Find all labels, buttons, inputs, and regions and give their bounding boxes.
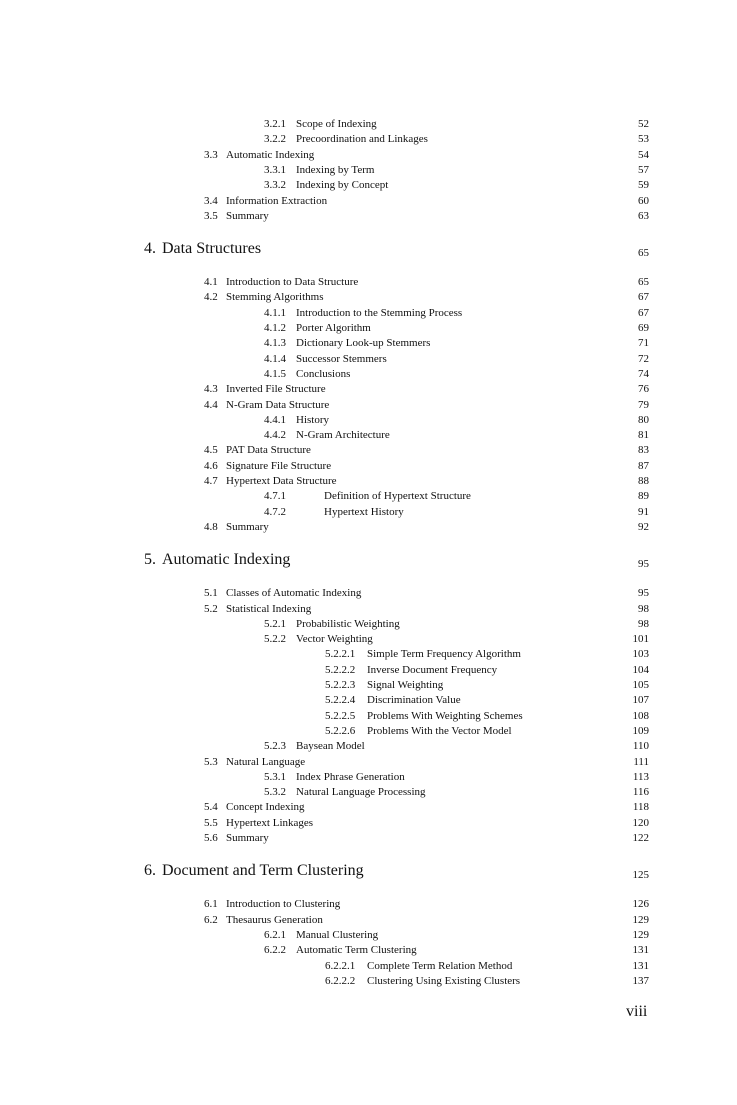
entry-page: 108 <box>632 709 649 722</box>
entry-title: PAT Data Structure <box>226 444 311 457</box>
entry-title: Introduction to the Stemming Process <box>296 306 463 319</box>
toc-entry <box>204 898 649 911</box>
toc-entry <box>264 133 649 146</box>
entry-number: 3.2.1 <box>264 118 286 130</box>
entry-page: 126 <box>632 898 649 911</box>
toc-entry <box>204 475 649 488</box>
entry-number: 6.2.2 <box>264 944 286 957</box>
entry-page: 52 <box>638 118 649 130</box>
entry-number: 4.1.5 <box>264 367 286 380</box>
entry-page: 71 <box>638 337 649 350</box>
entry-number: 5.2.1 <box>264 617 286 630</box>
entry-page: 103 <box>632 648 649 661</box>
entry-number: 4.4 <box>204 398 218 411</box>
entry-page: 65 <box>638 276 649 289</box>
entry-page: 104 <box>632 663 649 676</box>
entry-title: Introduction to Clustering <box>226 898 341 911</box>
entry-page: 95 <box>638 587 649 600</box>
entry-title: Index Phrase Generation <box>296 770 405 783</box>
entry-number: 4.4.1 <box>264 413 286 426</box>
entry-title: Dictionary Look-up Stemmers <box>296 337 431 350</box>
entry-title: Stemming Algorithms <box>226 291 324 304</box>
entry-title: Baysean Model <box>296 740 365 753</box>
entry-number: 4.2 <box>204 291 218 304</box>
entry-number: 5.2.2.3 <box>325 679 356 691</box>
entry-number: 6.1 <box>204 898 218 911</box>
entry-number: 5.2.2.6 <box>325 724 356 737</box>
entry-title: Precoordination and Linkages <box>296 133 428 146</box>
entry-number: 3.5 <box>204 209 218 222</box>
entry-page: 81 <box>638 429 649 442</box>
entry-number: 6.2.2.1 <box>325 959 356 972</box>
chapter-number: 4. <box>144 240 156 258</box>
toc-entry <box>264 368 649 381</box>
entry-title: Hypertext Linkages <box>226 816 314 829</box>
entry-title: Indexing by Term <box>296 163 375 176</box>
entry-page: 113 <box>632 770 649 783</box>
entry-number: 5.1 <box>204 587 218 600</box>
entry-title: Complete Term Relation Method <box>367 959 513 972</box>
chapter-heading <box>144 550 649 569</box>
entry-number: 3.3 <box>204 148 218 161</box>
entry-title: Inverted File Structure <box>226 383 326 396</box>
entry-page: 98 <box>638 602 649 615</box>
toc-entry <box>204 149 649 162</box>
entry-title: Summary <box>226 520 269 533</box>
entry-title: Signature File Structure <box>226 459 332 472</box>
toc-entry <box>204 587 649 600</box>
toc-entry <box>325 725 649 738</box>
entry-page: 83 <box>638 444 649 457</box>
entry-page: 63 <box>638 209 649 222</box>
chapter-heading <box>144 239 649 258</box>
entry-page: 67 <box>638 291 649 304</box>
toc-entry <box>264 118 649 131</box>
entry-number: 5.2 <box>204 602 218 615</box>
toc-entry <box>264 414 649 427</box>
entry-page: 80 <box>638 413 649 426</box>
entry-number: 4.4.2 <box>264 429 286 442</box>
entry-number: 5.2.2.1 <box>325 648 356 661</box>
entry-number: 4.1.2 <box>264 322 286 334</box>
entry-number: 5.2.2.2 <box>325 663 356 676</box>
entry-number: 3.2.2 <box>264 133 286 146</box>
entry-title: Information Extraction <box>226 194 328 207</box>
entry-page: 129 <box>632 913 649 926</box>
toc-entry <box>204 801 649 814</box>
entry-title: N-Gram Data Structure <box>226 398 330 411</box>
entry-page: 53 <box>638 133 649 146</box>
entry-title: Hypertext Data Structure <box>226 475 337 487</box>
toc-entry <box>325 975 649 988</box>
toc-entry <box>264 618 649 631</box>
entry-page: 76 <box>638 383 649 396</box>
entry-page: 98 <box>638 617 649 630</box>
toc-entry <box>325 648 649 661</box>
entry-title: Summary <box>226 832 269 844</box>
entry-title: Statistical Indexing <box>226 602 312 615</box>
entry-number: 4.6 <box>204 459 218 472</box>
entry-number: 4.8 <box>204 520 218 533</box>
entry-title: Manual Clustering <box>296 928 379 941</box>
toc-entry <box>264 322 649 335</box>
entry-title: History <box>296 413 329 426</box>
entry-number: 5.2.2 <box>264 633 286 646</box>
toc-entry <box>325 694 649 707</box>
entry-number: 5.4 <box>204 801 218 814</box>
toc-entry <box>204 817 649 830</box>
entry-number: 6.2.2.2 <box>325 974 356 987</box>
entry-page: 116 <box>632 786 649 799</box>
entry-page: 72 <box>638 352 649 365</box>
entry-number: 6.2 <box>204 913 218 926</box>
entry-number: 4.7.1 <box>264 490 286 503</box>
entry-page: 109 <box>632 724 649 737</box>
toc-entry <box>264 740 649 753</box>
entry-title: Probabilistic Weighting <box>296 617 400 630</box>
entry-title: Classes of Automatic Indexing <box>226 587 362 600</box>
entry-title: Discrimination Value <box>367 694 461 707</box>
entry-number: 5.3.2 <box>264 786 286 799</box>
toc-entry <box>204 914 649 927</box>
toc-entry <box>204 756 649 769</box>
entry-page: 131 <box>632 944 649 957</box>
toc-entry <box>204 276 649 289</box>
entry-number: 5.6 <box>204 832 218 844</box>
chapter-page: 65 <box>638 247 649 260</box>
entry-page: 110 <box>632 740 649 753</box>
chapter-page: 125 <box>632 869 649 882</box>
toc-entry <box>264 771 649 784</box>
entry-page: 137 <box>632 974 649 987</box>
toc-entry <box>264 506 649 519</box>
entry-number: 5.2.2.5 <box>325 709 356 722</box>
entry-title: Problems With the Vector Model <box>367 724 512 737</box>
toc-entry <box>264 164 649 177</box>
entry-number: 4.1.3 <box>264 337 286 350</box>
entry-title: Conclusions <box>296 367 351 380</box>
entry-page: 129 <box>632 928 649 941</box>
entry-page: 54 <box>638 148 649 161</box>
entry-title: Inverse Document Frequency <box>367 663 498 676</box>
chapter-number: 5. <box>144 551 156 569</box>
entry-number: 4.5 <box>204 444 218 457</box>
entry-number: 4.1.4 <box>264 352 286 365</box>
toc-entry <box>325 679 649 692</box>
entry-page: 91 <box>638 505 649 518</box>
entry-number: 3.3.2 <box>264 179 286 192</box>
entry-title: Vector Weighting <box>296 633 373 646</box>
toc-entry <box>264 179 649 192</box>
toc-entry <box>264 944 649 957</box>
entry-page: 120 <box>632 816 649 829</box>
entry-title: Simple Term Frequency Algorithm <box>367 648 521 661</box>
entry-page: 107 <box>632 694 649 707</box>
entry-number: 4.3 <box>204 383 218 396</box>
toc-entry <box>264 929 649 942</box>
toc-entry <box>264 353 649 366</box>
toc-entry <box>204 603 649 616</box>
entry-page: 60 <box>638 194 649 207</box>
entry-page: 131 <box>632 959 649 972</box>
entry-title: Problems With Weighting Schemes <box>367 709 523 722</box>
entry-page: 89 <box>638 490 649 503</box>
entry-number: 4.7 <box>204 475 218 487</box>
toc-entry <box>204 399 649 412</box>
toc-entry <box>264 429 649 442</box>
entry-title: Summary <box>226 209 269 222</box>
entry-title: Concept Indexing <box>226 801 305 814</box>
entry-title: Scope of Indexing <box>296 118 377 130</box>
toc-entry <box>204 521 649 534</box>
entry-title: Automatic Term Clustering <box>296 944 417 957</box>
toc-entry <box>264 337 649 350</box>
toc-entry <box>325 710 649 723</box>
entry-page: 88 <box>638 475 649 487</box>
entry-number: 5.3.1 <box>264 770 286 783</box>
entry-page: 92 <box>638 520 649 533</box>
toc-entry <box>204 291 649 304</box>
toc-entry <box>204 832 649 845</box>
entry-number: 5.5 <box>204 816 218 829</box>
entry-number: 4.7.2 <box>264 505 286 518</box>
page-number: viii <box>626 1003 648 1020</box>
toc-entry <box>264 633 649 646</box>
entry-title: Natural Language <box>226 755 306 768</box>
chapter-title: Document and Term Clustering <box>162 862 364 880</box>
chapter-number: 6. <box>144 862 156 880</box>
entry-page: 57 <box>638 163 649 176</box>
entry-page: 74 <box>638 367 649 380</box>
entry-number: 4.1.1 <box>264 306 286 319</box>
entry-title: Signal Weighting <box>367 679 444 691</box>
entry-page: 118 <box>632 801 649 814</box>
toc-entry <box>264 786 649 799</box>
entry-title: Automatic Indexing <box>226 148 315 161</box>
toc-entry <box>325 664 649 677</box>
entry-page: 87 <box>638 459 649 472</box>
entry-page: 67 <box>638 306 649 319</box>
entry-number: 4.1 <box>204 276 218 289</box>
entry-page: 122 <box>632 832 649 844</box>
toc-entry <box>204 210 649 223</box>
toc-entry <box>325 960 649 973</box>
chapter-page: 95 <box>638 558 649 571</box>
chapter-title: Data Structures <box>162 240 262 258</box>
entry-number: 6.2.1 <box>264 928 286 941</box>
toc-entry <box>264 490 649 503</box>
entry-page: 69 <box>638 322 649 334</box>
entry-number: 5.3 <box>204 755 218 768</box>
entry-page: 79 <box>638 398 649 411</box>
entry-title: Natural Language Processing <box>296 786 426 799</box>
entry-title: Definition of Hypertext Structure <box>324 490 471 503</box>
entry-page: 111 <box>633 755 649 768</box>
entry-title: Introduction to Data Structure <box>226 276 359 289</box>
entry-number: 3.3.1 <box>264 163 286 176</box>
entry-title: Hypertext History <box>324 505 404 518</box>
entry-page: 59 <box>638 179 649 192</box>
entry-title: Thesaurus Generation <box>226 913 323 926</box>
entry-number: 5.2.3 <box>264 740 286 753</box>
entry-title: Clustering Using Existing Clusters <box>367 974 521 987</box>
entry-number: 5.2.2.4 <box>325 694 356 707</box>
entry-page: 105 <box>632 679 649 691</box>
toc-entry <box>264 307 649 320</box>
entry-page: 101 <box>632 633 649 646</box>
toc-entry <box>204 460 649 473</box>
toc-entry <box>204 195 649 208</box>
toc-entry <box>204 383 649 396</box>
entry-number: 3.4 <box>204 194 218 207</box>
entry-title: N-Gram Architecture <box>296 429 390 442</box>
chapter-heading <box>144 861 649 880</box>
entry-title: Successor Stemmers <box>296 352 387 365</box>
entry-title: Indexing by Concept <box>296 179 389 192</box>
entry-title: Porter Algorithm <box>296 322 371 334</box>
chapter-title: Automatic Indexing <box>162 551 291 569</box>
toc-entry <box>204 444 649 457</box>
